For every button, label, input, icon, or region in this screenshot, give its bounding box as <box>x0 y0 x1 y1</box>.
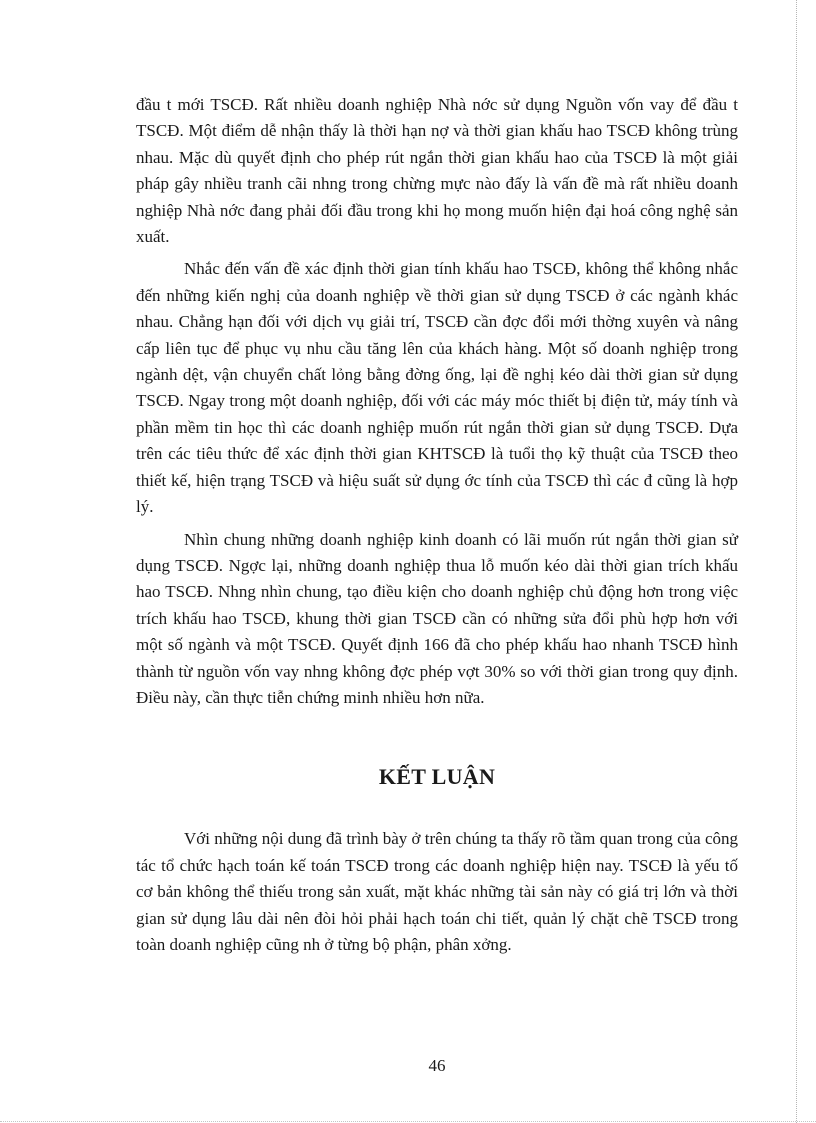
paragraph-continued: đầu t mới TSCĐ. Rất nhiều doanh nghiệp Nhà nớc sử dụng Nguồn vốn vay để đầu t TSCĐ. Một điểm dễ nhận thấy là thời hạn nợ và thời gian khấu hao TSCĐ không trùng nhau. Mặc dù quyết định cho phép rút ngắn thời gian khấu hao của TSCĐ là một giải pháp gây nhiều tranh cãi nhng trong chừng mực nào đấy là vấn đề mà rất nhiều doanh nghiệp Nhà nớc đang phải đối đầu trong khi họ mong muốn hiện đại hoá công nghệ sản xuất. <box>136 95 738 247</box>
page-number: 46 <box>428 1056 446 1075</box>
page-border-bottom <box>0 1121 816 1122</box>
page-border-right <box>796 0 797 1123</box>
section-heading-conclusion: KẾT LUẬN <box>378 764 496 790</box>
page-content <box>136 92 738 958</box>
paragraph-overall-assessment: Nhìn chung những doanh nghiệp kinh doanh có lãi muốn rút ngắn thời gian sử dụng TSCĐ. Ngợc lại, những doanh nghiệp thua lỗ muốn kéo dài thời gian trích khấu hao TSCĐ. Nhng nhìn chung, tạo điều kiện cho doanh nghiệp chủ động hơn trong việc trích khấu hao TSCĐ, khung thời gian TSCĐ cần có những sửa đổi phù hợp hơn với một số ngành và một TSCĐ. Quyết định 166 đã cho phép khấu hao nhanh TSCĐ hình thành từ nguồn vốn vay nhng không đợc phép vợt 30% so với thời gian trong quy định. Điều này, cần thực tiễn chứng minh nhiều hơn nữa. <box>136 529 738 707</box>
paragraph-depreciation-recommendations: Nhắc đến vấn đề xác định thời gian tính khấu hao TSCĐ, không thể không nhắc đến những kiến nghị của doanh nghiệp về thời gian sử dụng TSCĐ ở các ngành khác nhau. Chẳng hạn đối với dịch vụ giải trí, TSCĐ cần đợc đổi mới thờng xuyên và nâng cấp liên tục để phục vụ nhu cầu tăng lên của khách hàng. Một số doanh nghiệp trong ngành dệt, vận chuyển chất lỏng bằng đờng ống, lại đề nghị kéo dài thời gian sử dụng TSCĐ. Ngay trong một doanh nghiệp, đối với các máy móc thiết bị điện tử, máy tính và phần mềm tin học thì các doanh nghiệp muốn rút ngắn thời gian sử dụng TSCĐ. Dựa trên các tiêu thức để xác định thời gian KHTSCĐ là tuổi thọ kỹ thuật của TSCĐ theo thiết kế, hiện trạng TSCĐ và hiệu suất sử dụng ớc tính của TSCĐ thì các đ cũng là hợp lý. <box>136 259 738 517</box>
paragraph-conclusion: Với những nội dung đã trình bày ở trên chúng ta thấy rõ tầm quan trong của công tác tổ chức hạch toán kế toán TSCĐ trong các doanh nghiệp hiện nay. TSCĐ là yếu tố cơ bản không thể thiếu trong sản xuất, mặt khác những tài sản này có giá trị lớn và thời gian sử dụng lâu dài nên đòi hỏi phải hạch toán chi tiết, quản lý chặt chẽ TSCĐ trong toàn doanh nghiệp cũng nh ở từng bộ phận, phân xởng. <box>136 829 738 954</box>
